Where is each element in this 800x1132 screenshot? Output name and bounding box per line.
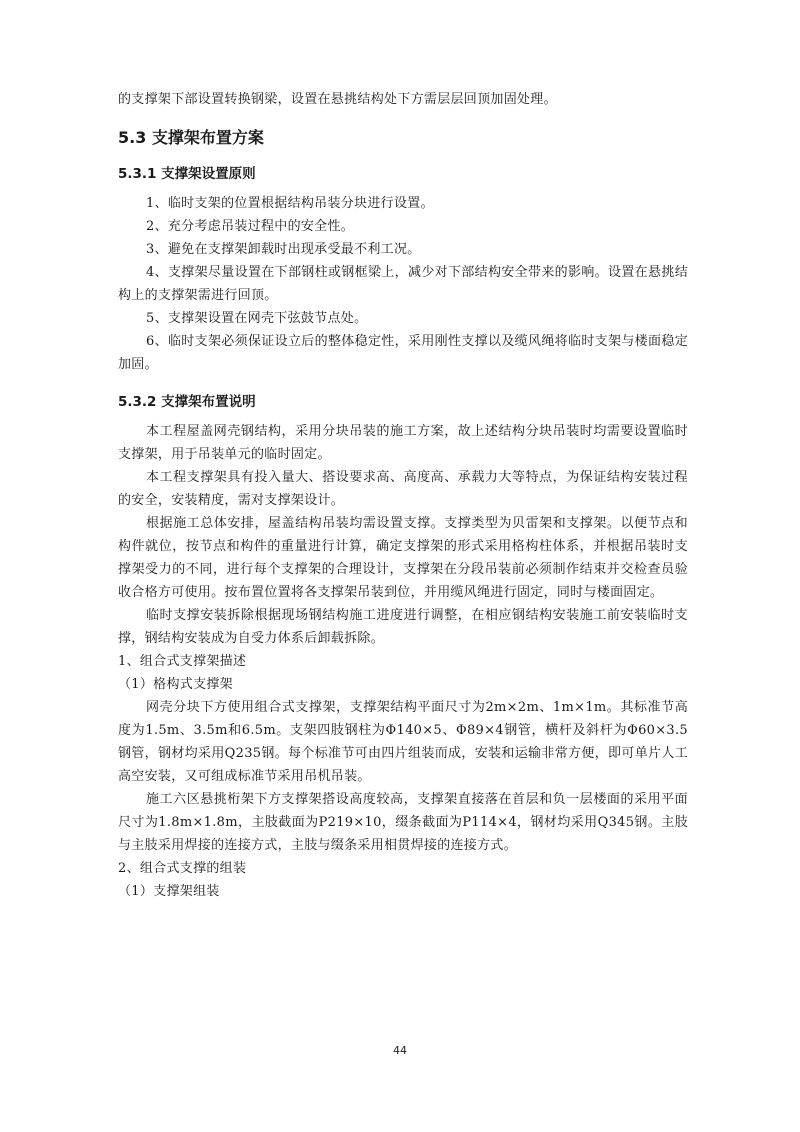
principle-item: 3、避免在支撑架卸载时出现承受最不利工况。 [146,242,421,257]
list-subheading: （1）格构式支撑架 [118,677,233,692]
principle-item: 1、临时支架的位置根据结构吊装分块进行设置。 [146,196,434,211]
list-heading: 1、组合式支撑架描述 [118,654,247,669]
list-subheading: （1）支撑架组装 [118,884,220,899]
paragraph: 根据施工总体安排，屋盖结构吊装均需设置支撑。支撑类型为贝雷架和支撑架。以便节点和构件就位，按节点和构件的重量进行计算，确定支撑架的形式采用格构柱体系，并根据吊装时支撑架受力的不同，进行每个支撑架的合理设计，支撑架在分段吊装前必须制作结束并交检查员验收合格方可使用。按布置位置将各支撑架吊装到位，并用缆风绳进行固定，同时与楼面固定。 [118,516,688,600]
page-number: 44 [393,1044,407,1057]
subsection-title-layout: 5.3.2 支撑架布置说明 [118,394,256,410]
principle-item: 6、临时支架必须保证设立后的整体稳定性，采用刚性支撑以及缆风绳将临时支架与楼面稳定加固。 [118,334,688,372]
paragraph: 本工程屋盖网壳钢结构，采用分块吊装的施工方案，故上述结构分块吊装时均需要设置临时支撑架，用于吊装单元的临时固定。 [118,424,688,462]
page-content [118,88,688,903]
intro-line: 的支撑架下部设置转换钢梁，设置在悬挑结构处下方需层层回顶加固处理。 [118,92,557,107]
paragraph: 临时支撑安装拆除根据现场钢结构施工进度进行调整，在相应钢结构安装施工前安装临时支撑，钢结构安装成为自受力体系后卸载拆除。 [118,608,688,646]
paragraph: 施工六区悬挑桁架下方支撑架搭设高度较高，支撑架直接落在首层和负一层楼面的采用平面尺寸为1.8m×1.8m，主肢截面为P219×10，缀条截面为P114×4，钢材均采用Q345钢。主肢与主肢采用焊接的连接方式，主肢与缀条采用相贯焊接的连接方式。 [118,792,688,853]
paragraph: 网壳分块下方使用组合式支撑架，支撑架结构平面尺寸为2m×2m、1m×1m。其标准节高度为1.5m、3.5m和6.5m。支架四肢钢柱为Φ140×5、Φ89×4钢管，横杆及斜杆为Φ60×3.5钢管，钢材均采用Q235钢。每个标准节可由四片组装而成，安装和运输非常方便，即可单片人工高空安装，又可组成标准节采用吊机吊装。 [118,700,688,784]
principle-item: 4、支撑架尽量设置在下部钢柱或钢框梁上，减少对下部结构安全带来的影响。设置在悬挑结构上的支撑架需进行回顶。 [118,265,688,303]
principle-item: 2、充分考虑吊装过程中的安全性。 [146,219,355,234]
paragraph: 本工程支撑架具有投入量大、搭设要求高、高度高、承载力大等特点，为保证结构安装过程的安全，安装精度，需对支撑架设计。 [118,470,688,508]
subsection-title-principles: 5.3.1 支撑架设置原则 [118,166,256,182]
principle-item: 5、支撑架设置在网壳下弦鼓节点处。 [146,311,368,326]
list-heading: 2、组合式支撑的组装 [118,861,247,876]
section-title: 5.3 支撑架布置方案 [118,128,264,147]
principles-list [118,192,688,376]
